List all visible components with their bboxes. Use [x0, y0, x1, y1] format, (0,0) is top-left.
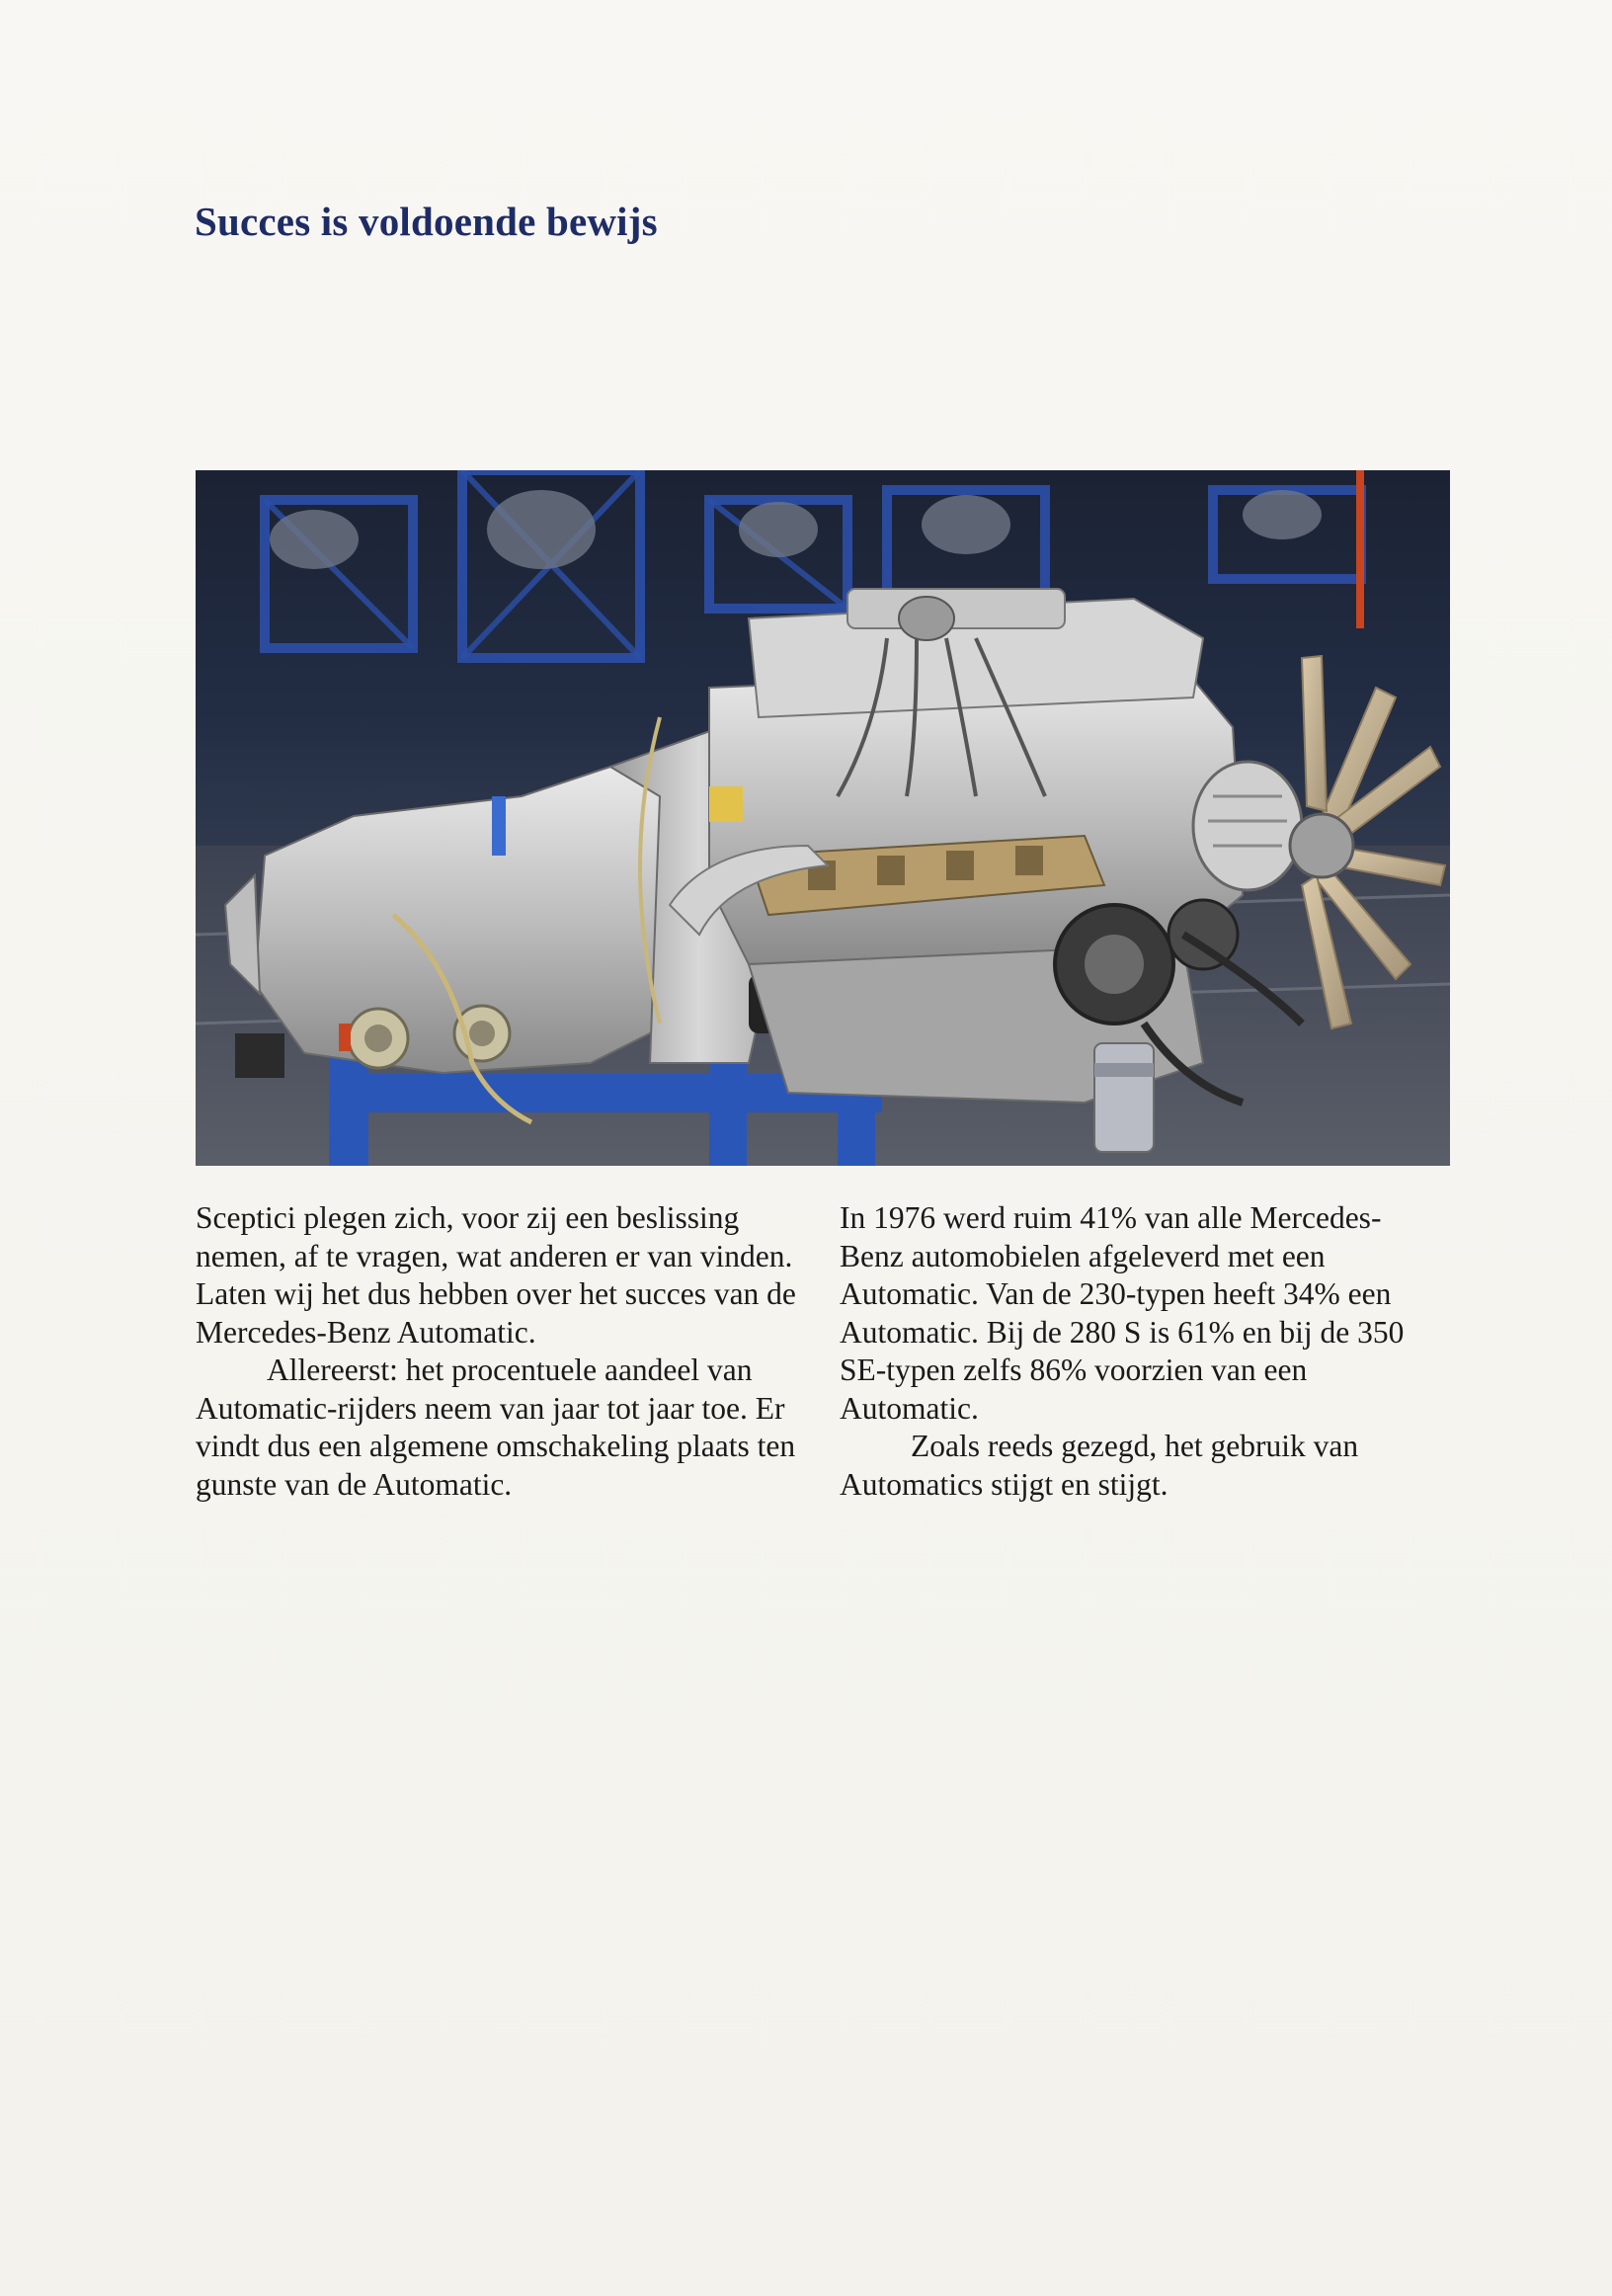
text-column-right [840, 1199, 1442, 1504]
paragraph: Allereerst: het procentuele aandeel van Automatic-rijders neem van jaar tot jaar toe. Er vindt dus een algemene omschakeling plaats ten gunste van de Automatic. [196, 1353, 796, 1502]
page-title: Succes is voldoende bewijs [195, 199, 658, 244]
paragraph: Zoals reeds gezegd, het gebruik van Automatics stijgt en stijgt. [840, 1429, 1359, 1502]
text-column-left [196, 1199, 798, 1504]
paragraph: In 1976 werd ruim 41% van alle Mercedes-Benz automobielen afgeleverd met een Automatic. Van de 230-typen heeft 34% een Automatic. Bij de 280 S is 61% en bij de 350 SE-typen zelfs 86% voorzien van een Automatic. [840, 1200, 1405, 1426]
paragraph: Sceptici plegen zich, voor zij een beslissing nemen, af te vragen, wat anderen er van vinden. Laten wij het dus hebben over het succes van de Mercedes-Benz Automatic. [196, 1200, 796, 1350]
engine-photo [196, 470, 1450, 1166]
